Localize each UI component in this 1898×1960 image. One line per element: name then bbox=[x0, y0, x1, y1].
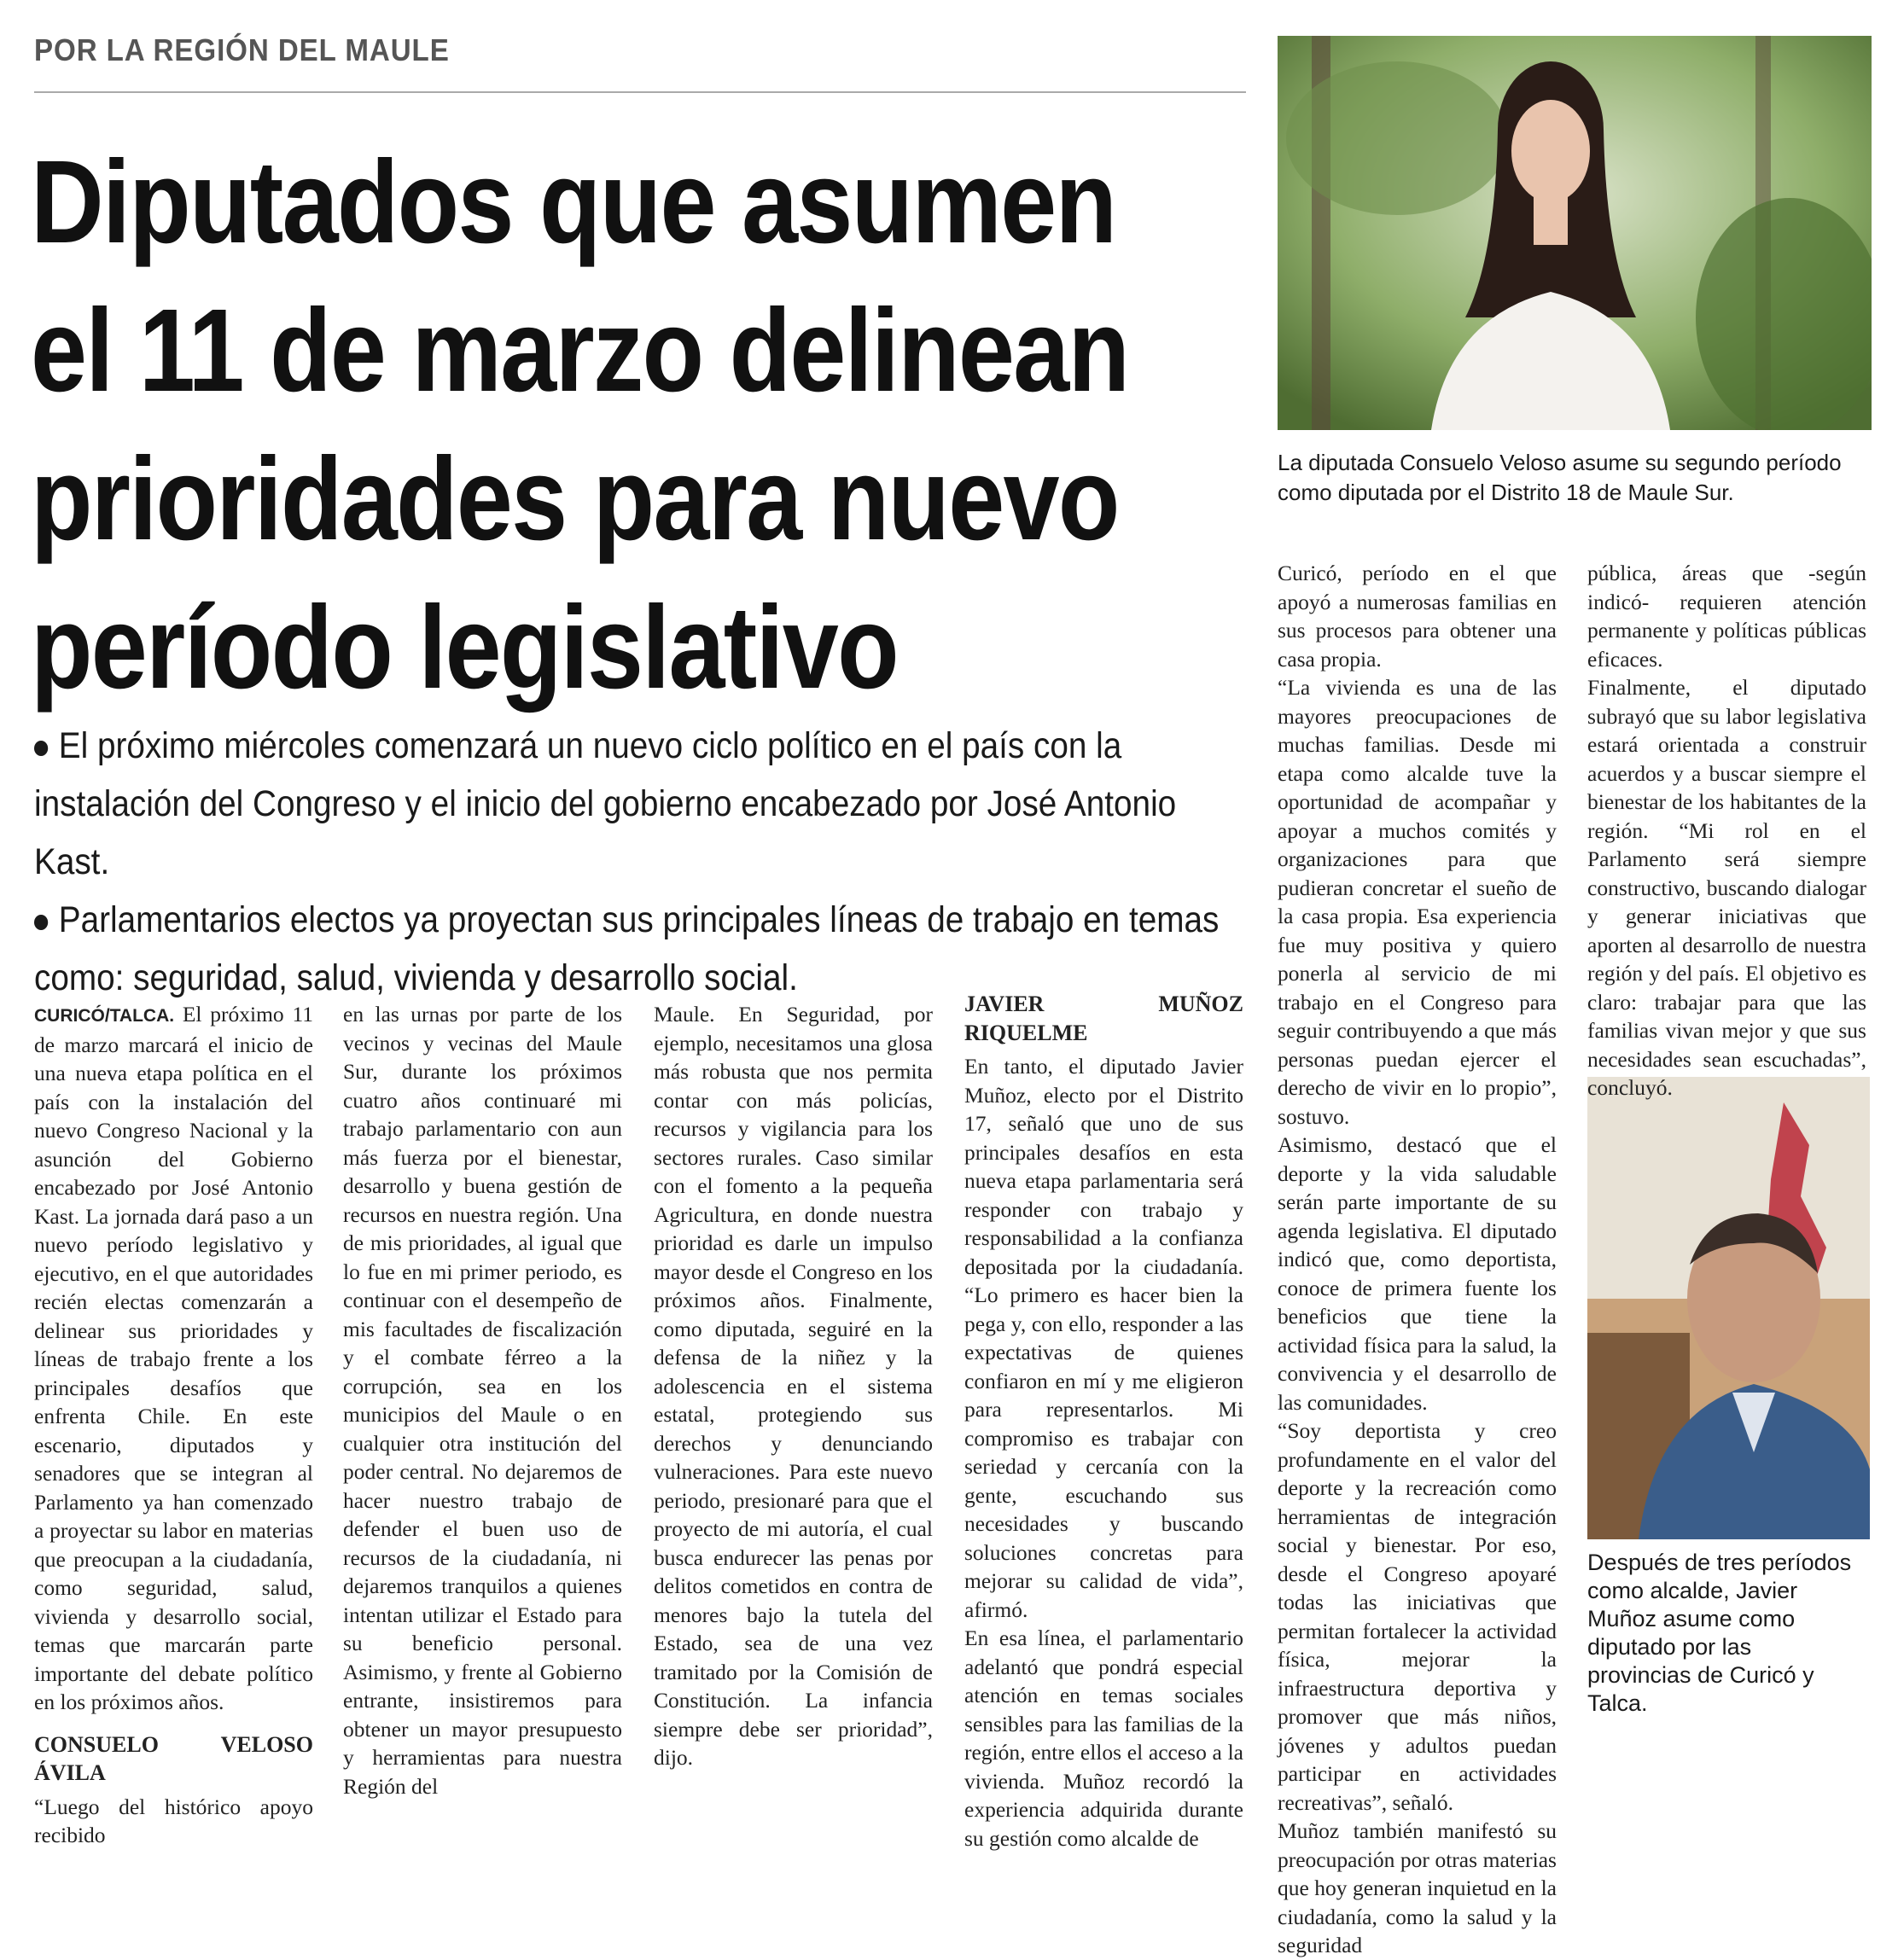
article-paragraph: Finalmente, el diputado subrayó que su labor legislativa estará orientada a construir acuerdos y a buscar siempre el bienestar de los habitantes de la región. “Mi rol en el Parlamento será siempre constructivo, buscando dialogar y generar iniciativas que aporten al desarrollo de nuestra región y del país. El objetivo es claro: trabajar para que las familias vivan mejor y que sus necesidades sean escuchadas”, concluyó. bbox=[1587, 675, 1866, 1100]
photo-caption-munoz: Después de tres períodos como alcalde, Javier Muñoz asume como diputado por las provincias de Curicó y Talca. bbox=[1587, 1550, 1852, 1716]
bullet-text: El próximo miércoles comenzará un nuevo ciclo político en el país con la instalación del Congreso y el inicio del gobierno encabezado por José Antonio Kast. bbox=[34, 725, 1177, 882]
article-paragraph: Curicó, período en el que apoyó a numerosas familias en sus procesos para obtener una casa propia. bbox=[1278, 561, 1557, 672]
article-column-4 bbox=[964, 990, 1243, 1852]
headline-line: Diputados que asumen bbox=[31, 137, 1116, 268]
photo-javier-munoz bbox=[1587, 1077, 1870, 1539]
article-column-1 bbox=[34, 1000, 313, 1850]
article-paragraph: “Luego del histórico apoyo recibido bbox=[34, 1794, 313, 1847]
article-column-5 bbox=[1278, 559, 1557, 1960]
article-paragraph: en las urnas por parte de los vecinos y vecinas del Maule Sur, durante los próximos cuatro años continuaré mi trabajo parlamentario con aun más fuerza por el bienestar, desarrollo y buena gestión de recursos en nuestra región. Una de mis prioridades, al igual que lo fue en mi primer periodo, es continuar con el desempeño de mis facultades de fiscalización y el combate férreo a la corrupción, sea en los municipios del Maule o en cualquier otra institución del poder central. No dejaremos de hacer nuestro trabajo de defender el buen uso de recursos de la ciudadanía, ni dejaremos tranquilos a quienes intentan utilizar el Estado para su beneficio personal. Asimismo, y frente al Gobierno entrante, insistiremos para obtener un mayor presupuesto y herramientas para nuestra Región del bbox=[343, 1002, 622, 1799]
photo-caption-veloso: La diputada Consuelo Veloso asume su segundo período como diputada por el Distrito 18 de Maule Sur. bbox=[1278, 450, 1842, 505]
paragraph-text: El próximo 11 de marzo marcará el inicio de una nueva etapa política en el país con la instalación del nuevo Congreso Nacional y la asunción del Gobierno encabezado por José Antonio Kast. La jornada dará paso a un nuevo período legislativo y ejecutivo, en el que autoridades recién electas comenzarán a delinear sus prioridades y líneas de trabajo frente a los principales desafíos que enfrenta Chile. En este escenario, diputados y senadores que se integran al Parlamento ya han comenzado a proyectar su labor en materias que preocupan a la ciudadanía, como seguridad, salud, vivienda y desarrollo social, temas que marcarán parte importante del debate político en los próximos años. bbox=[34, 1002, 313, 1714]
article-paragraph: “Soy deportista y creo profundamente en el valor del deporte y la recreación como herramientas de integración social y bienestar. Por eso, desde el Congreso apoyaré todas las iniciativas que permitan fortalecer la actividad física, mejorar la infraestructura deportiva y promover que más niños, jóvenes y adultos puedan participar en actividades recreativas”, señaló. bbox=[1278, 1418, 1557, 1815]
headline-line: prioridades para nuevo bbox=[31, 433, 1119, 565]
headline-line: período legislativo bbox=[31, 582, 898, 713]
portrait-illustration-icon bbox=[1587, 1077, 1870, 1539]
subhead-javier-munoz: JAVIER MUÑOZ RIQUELME bbox=[964, 992, 1243, 1045]
photo-consuelo-veloso bbox=[1278, 36, 1872, 430]
article-column-6 bbox=[1587, 559, 1866, 1102]
article-paragraph: pública, áreas que -según indicó- requieren atención permanente y políticas públicas eficaces. bbox=[1587, 561, 1866, 672]
article-paragraph: “La vivienda es una de las mayores preocupaciones de muchas familias. Desde mi etapa como alcalde tuve la oportunidad de acompañar y apoyar a muchos comités y organizaciones para que pudieran concretar el sueño de la casa propia. Esa experiencia fue muy positiva y quiero ponerla al servicio de mi trabajo en el Congreso para seguir contribuyendo a que más personas puedan ejercer el derecho de vivir en lo propio”, sostuvo. bbox=[1278, 675, 1557, 1129]
summary-bullet bbox=[34, 717, 1248, 891]
article-paragraph: Maule. En Seguridad, por ejemplo, necesitamos una glosa más robusta que nos permita contar con más policías, recursos y vigilancia para los sectores rurales. Caso similar con el fomento a la pequeña Agricultura, en donde nuestra prioridad es darle un impulso mayor desde el Congreso en los próximos años. Finalmente, como diputada, seguiré en la defensa de la niñez y la adolescencia en el sistema estatal, protegiendo sus derechos y denunciando vulneraciones. Para este nuevo periodo, presionaré para que el proyecto de mi autoría, el cual busca endurecer las penas por delitos cometidos en contra de menores bajo la tutela del Estado, sea de una vez tramitado por la Comisión de Constitución. La infancia siempre debe ser prioridad”, dijo. bbox=[654, 1002, 933, 1770]
summary-bullets bbox=[34, 717, 1255, 1007]
article-paragraph: En esa línea, el parlamentario adelantó que pondrá especial atención en temas sociales sensibles para las familias de la región, entre ellos el acceso a la vivienda. Muñoz recordó la experiencia adquirida durante su gestión como alcalde de bbox=[964, 1626, 1243, 1851]
portrait-illustration-icon bbox=[1278, 36, 1872, 430]
subhead-consuelo-veloso: CONSUELO VELOSO ÁVILA bbox=[34, 1731, 313, 1785]
article-paragraph: Muñoz también manifestó su preocupación por otras materias que hoy generan inquietud en la ciudadanía, como la salud y la seguridad bbox=[1278, 1818, 1557, 1957]
dateline: CURICÓ/TALCA. bbox=[34, 1006, 175, 1026]
article-column-2 bbox=[343, 1000, 622, 1800]
headline-line: el 11 de marzo delinean bbox=[31, 285, 1129, 416]
article-paragraph: En tanto, el diputado Javier Muñoz, electo por el Distrito 17, señaló que uno de sus principales desafíos en esta nueva etapa parlamentaria será responder con trabajo y responsabilidad a la confianza depositada por la ciudadanía. “Lo primero es hacer bien la pega y, con ello, responder a las expectativas de quienes confiaron en mí y me eligieron para representarlos. Mi compromiso es trabajar con seriedad y cercanía con la gente, escuchando sus necesidades y buscando soluciones concretas para mejorar su calidad de vida”, afirmó. bbox=[964, 1054, 1243, 1622]
article-paragraph: Asimismo, destacó que el deporte y la vida saludable serán parte importante de su agenda legislativa. El diputado indicó que, como deportista, conoce de primera fuente los beneficios que tiene la actividad física para la salud, la convivencia y el desarrollo de las comunidades. bbox=[1278, 1132, 1557, 1415]
headline bbox=[31, 128, 1129, 722]
top-divider bbox=[34, 91, 1246, 93]
section-label: POR LA REGIÓN DEL MAULE bbox=[34, 32, 450, 67]
bullet-dot-icon bbox=[34, 915, 48, 930]
bullet-dot-icon bbox=[34, 741, 48, 756]
bullet-text: Parlamentarios electos ya proyectan sus principales líneas de trabajo en temas como: seguridad, salud, vivienda y desarrollo social. bbox=[34, 899, 1220, 998]
article-column-3 bbox=[654, 1000, 933, 1772]
article-paragraph bbox=[34, 1000, 313, 1717]
